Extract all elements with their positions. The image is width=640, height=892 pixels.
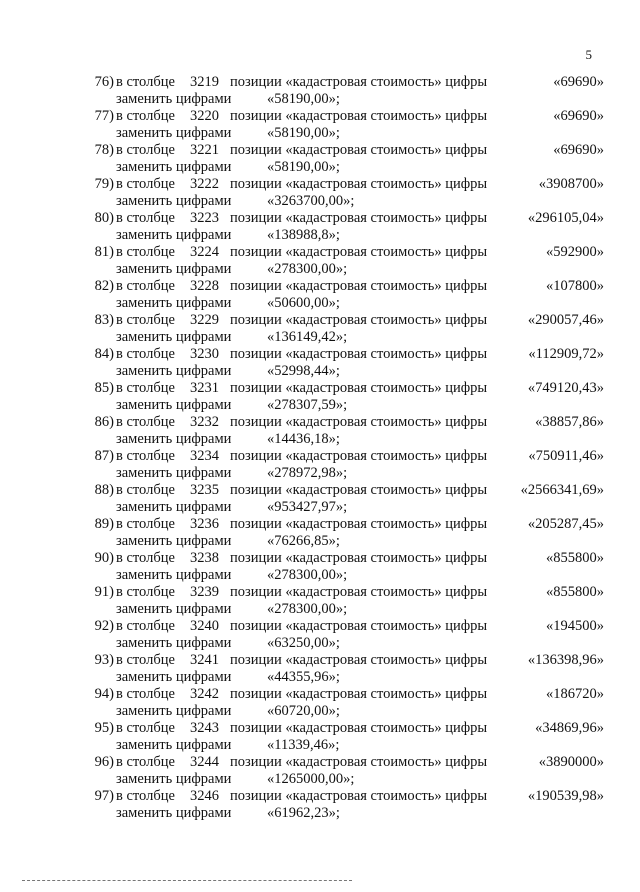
new-value: «11339,46»;: [267, 737, 340, 753]
column-number: 3228: [190, 278, 219, 294]
column-number: 3220: [190, 108, 219, 124]
replace-lead-text: заменить цифрами: [116, 771, 232, 787]
list-item: [84, 652, 604, 686]
column-number: 3222: [190, 176, 219, 192]
column-lead-text: в столбце: [116, 278, 175, 294]
item-first-line: [84, 482, 604, 499]
position-phrase: позиции «кадастровая стоимость» цифры: [230, 244, 488, 260]
list-item: [84, 550, 604, 584]
column-lead-text: в столбце: [116, 142, 175, 158]
old-value: «112909,72»: [528, 346, 604, 362]
item-number: 96): [94, 754, 114, 770]
item-first-line: [84, 652, 604, 669]
column-number: 3236: [190, 516, 219, 532]
item-first-line: [84, 142, 604, 159]
column-lead-text: в столбце: [116, 312, 175, 328]
item-number: 81): [94, 244, 114, 260]
item-number: 91): [94, 584, 114, 600]
item-number: 87): [94, 448, 114, 464]
position-phrase: позиции «кадастровая стоимость» цифры: [230, 482, 488, 498]
column-number: 3243: [190, 720, 219, 736]
replace-lead-text: заменить цифрами: [116, 329, 232, 345]
new-value: «278300,00»;: [267, 601, 348, 617]
amendment-list: [84, 74, 604, 822]
column-number: 3223: [190, 210, 219, 226]
position-phrase: позиции «кадастровая стоимость» цифры: [230, 142, 488, 158]
new-value: «14436,18»;: [267, 431, 340, 447]
item-first-line: [84, 414, 604, 431]
new-value: «60720,00»;: [267, 703, 340, 719]
new-value: «278972,98»;: [267, 465, 348, 481]
list-item: [84, 448, 604, 482]
column-lead-text: в столбце: [116, 652, 175, 668]
replace-lead-text: заменить цифрами: [116, 261, 232, 277]
item-first-line: [84, 312, 604, 329]
column-number: 3229: [190, 312, 219, 328]
new-value: «3263700,00»;: [267, 193, 355, 209]
item-number: 86): [94, 414, 114, 430]
item-number: 92): [94, 618, 114, 634]
list-item: [84, 278, 604, 312]
list-item: [84, 584, 604, 618]
item-number: 80): [94, 210, 114, 226]
position-phrase: позиции «кадастровая стоимость» цифры: [230, 652, 488, 668]
list-item: [84, 720, 604, 754]
column-lead-text: в столбце: [116, 550, 175, 566]
replace-lead-text: заменить цифрами: [116, 295, 232, 311]
list-item: [84, 142, 604, 176]
list-item: [84, 618, 604, 652]
column-number: 3238: [190, 550, 219, 566]
replace-lead-text: заменить цифрами: [116, 227, 232, 243]
list-item: [84, 74, 604, 108]
column-lead-text: в столбце: [116, 720, 175, 736]
item-first-line: [84, 754, 604, 771]
replace-lead-text: заменить цифрами: [116, 635, 232, 651]
column-lead-text: в столбце: [116, 346, 175, 362]
replace-lead-text: заменить цифрами: [116, 669, 232, 685]
old-value: «69690»: [553, 74, 604, 90]
replace-lead-text: заменить цифрами: [116, 533, 232, 549]
old-value: «749120,43»: [527, 380, 604, 396]
position-phrase: позиции «кадастровая стоимость» цифры: [230, 278, 488, 294]
column-number: 3224: [190, 244, 219, 260]
column-number: 3242: [190, 686, 219, 702]
item-number: 93): [94, 652, 114, 668]
column-lead-text: в столбце: [116, 686, 175, 702]
replace-lead-text: заменить цифрами: [116, 431, 232, 447]
list-item: [84, 686, 604, 720]
new-value: «52998,44»;: [267, 363, 340, 379]
item-first-line: [84, 788, 604, 805]
position-phrase: позиции «кадастровая стоимость» цифры: [230, 686, 488, 702]
new-value: «1265000,00»;: [267, 771, 355, 787]
column-lead-text: в столбце: [116, 618, 175, 634]
position-phrase: позиции «кадастровая стоимость» цифры: [230, 720, 488, 736]
old-value: «38857,86»: [535, 414, 604, 430]
page-number: 5: [585, 47, 592, 62]
item-number: 85): [94, 380, 114, 396]
column-number: 3232: [190, 414, 219, 430]
item-number: 79): [94, 176, 114, 192]
item-number: 97): [94, 788, 114, 804]
item-first-line: [84, 108, 604, 125]
item-first-line: [84, 550, 604, 567]
old-value: «750911,46»: [528, 448, 604, 464]
old-value: «107800»: [546, 278, 604, 294]
old-value: «136398,96»: [527, 652, 604, 668]
old-value: «190539,98»: [527, 788, 604, 804]
list-item: [84, 176, 604, 210]
old-value: «205287,45»: [527, 516, 604, 532]
item-number: 82): [94, 278, 114, 294]
item-number: 89): [94, 516, 114, 532]
position-phrase: позиции «кадастровая стоимость» цифры: [230, 380, 488, 396]
list-item: [84, 516, 604, 550]
new-value: «50600,00»;: [267, 295, 340, 311]
old-value: «592900»: [546, 244, 604, 260]
replace-lead-text: заменить цифрами: [116, 737, 232, 753]
column-lead-text: в столбце: [116, 176, 175, 192]
list-item: [84, 482, 604, 516]
column-number: 3239: [190, 584, 219, 600]
old-value: «194500»: [546, 618, 604, 634]
position-phrase: позиции «кадастровая стоимость» цифры: [230, 788, 488, 804]
item-first-line: [84, 380, 604, 397]
old-value: «69690»: [553, 142, 604, 158]
item-first-line: [84, 278, 604, 295]
position-phrase: позиции «кадастровая стоимость» цифры: [230, 210, 488, 226]
column-number: 3231: [190, 380, 219, 396]
column-number: 3221: [190, 142, 219, 158]
column-lead-text: в столбце: [116, 754, 175, 770]
position-phrase: позиции «кадастровая стоимость» цифры: [230, 584, 488, 600]
replace-lead-text: заменить цифрами: [116, 159, 232, 175]
old-value: «3890000»: [538, 754, 604, 770]
position-phrase: позиции «кадастровая стоимость» цифры: [230, 516, 488, 532]
new-value: «278307,59»;: [267, 397, 348, 413]
list-item: [84, 108, 604, 142]
new-value: «138988,8»;: [267, 227, 340, 243]
column-lead-text: в столбце: [116, 108, 175, 124]
column-lead-text: в столбце: [116, 210, 175, 226]
new-value: «278300,00»;: [267, 567, 348, 583]
item-first-line: [84, 176, 604, 193]
new-value: «58190,00»;: [267, 159, 340, 175]
item-first-line: [84, 346, 604, 363]
column-lead-text: в столбце: [116, 244, 175, 260]
old-value: «2566341,69»: [520, 482, 604, 498]
position-phrase: позиции «кадастровая стоимость» цифры: [230, 312, 488, 328]
column-number: 3246: [190, 788, 219, 804]
replace-lead-text: заменить цифрами: [116, 499, 232, 515]
column-lead-text: в столбце: [116, 448, 175, 464]
column-number: 3235: [190, 482, 219, 498]
item-first-line: [84, 584, 604, 601]
column-lead-text: в столбце: [116, 584, 175, 600]
replace-lead-text: заменить цифрами: [116, 805, 232, 821]
position-phrase: позиции «кадастровая стоимость» цифры: [230, 176, 488, 192]
item-first-line: [84, 74, 604, 91]
item-number: 78): [94, 142, 114, 158]
list-item: [84, 754, 604, 788]
list-item: [84, 210, 604, 244]
item-first-line: [84, 210, 604, 227]
position-phrase: позиции «кадастровая стоимость» цифры: [230, 618, 488, 634]
replace-lead-text: заменить цифрами: [116, 125, 232, 141]
column-number: 3240: [190, 618, 219, 634]
position-phrase: позиции «кадастровая стоимость» цифры: [230, 414, 488, 430]
position-phrase: позиции «кадастровая стоимость» цифры: [230, 346, 488, 362]
new-value: «76266,85»;: [267, 533, 340, 549]
item-number: 83): [94, 312, 114, 328]
footer-divider: [22, 880, 352, 881]
old-value: «855800»: [546, 584, 604, 600]
item-number: 77): [94, 108, 114, 124]
new-value: «58190,00»;: [267, 125, 340, 141]
column-number: 3219: [190, 74, 219, 90]
item-first-line: [84, 618, 604, 635]
item-first-line: [84, 516, 604, 533]
list-item: [84, 414, 604, 448]
item-first-line: [84, 448, 604, 465]
replace-lead-text: заменить цифрами: [116, 567, 232, 583]
item-number: 95): [94, 720, 114, 736]
new-value: «61962,23»;: [267, 805, 340, 821]
new-value: «44355,96»;: [267, 669, 340, 685]
list-item: [84, 244, 604, 278]
item-first-line: [84, 686, 604, 703]
column-number: 3230: [190, 346, 219, 362]
item-first-line: [84, 244, 604, 261]
column-lead-text: в столбце: [116, 74, 175, 90]
position-phrase: позиции «кадастровая стоимость» цифры: [230, 754, 488, 770]
old-value: «69690»: [553, 108, 604, 124]
replace-lead-text: заменить цифрами: [116, 465, 232, 481]
item-number: 90): [94, 550, 114, 566]
replace-lead-text: заменить цифрами: [116, 601, 232, 617]
replace-lead-text: заменить цифрами: [116, 397, 232, 413]
column-lead-text: в столбце: [116, 380, 175, 396]
item-number: 84): [94, 346, 114, 362]
item-first-line: [84, 720, 604, 737]
new-value: «136149,42»;: [267, 329, 348, 345]
column-lead-text: в столбце: [116, 482, 175, 498]
list-item: [84, 346, 604, 380]
replace-lead-text: заменить цифрами: [116, 91, 232, 107]
new-value: «953427,97»;: [267, 499, 348, 515]
item-number: 88): [94, 482, 114, 498]
position-phrase: позиции «кадастровая стоимость» цифры: [230, 448, 488, 464]
new-value: «58190,00»;: [267, 91, 340, 107]
new-value: «278300,00»;: [267, 261, 348, 277]
list-item: [84, 380, 604, 414]
old-value: «34869,96»: [535, 720, 604, 736]
replace-lead-text: заменить цифрами: [116, 193, 232, 209]
old-value: «290057,46»: [527, 312, 604, 328]
list-item: [84, 788, 604, 822]
column-number: 3234: [190, 448, 219, 464]
replace-lead-text: заменить цифрами: [116, 703, 232, 719]
item-number: 94): [94, 686, 114, 702]
column-lead-text: в столбце: [116, 788, 175, 804]
position-phrase: позиции «кадастровая стоимость» цифры: [230, 74, 488, 90]
column-lead-text: в столбце: [116, 414, 175, 430]
position-phrase: позиции «кадастровая стоимость» цифры: [230, 108, 488, 124]
old-value: «296105,04»: [527, 210, 604, 226]
item-number: 76): [94, 74, 114, 90]
old-value: «855800»: [546, 550, 604, 566]
replace-lead-text: заменить цифрами: [116, 363, 232, 379]
column-number: 3241: [190, 652, 219, 668]
new-value: «63250,00»;: [267, 635, 340, 651]
position-phrase: позиции «кадастровая стоимость» цифры: [230, 550, 488, 566]
old-value: «3908700»: [538, 176, 604, 192]
list-item: [84, 312, 604, 346]
column-lead-text: в столбце: [116, 516, 175, 532]
old-value: «186720»: [546, 686, 604, 702]
column-number: 3244: [190, 754, 219, 770]
